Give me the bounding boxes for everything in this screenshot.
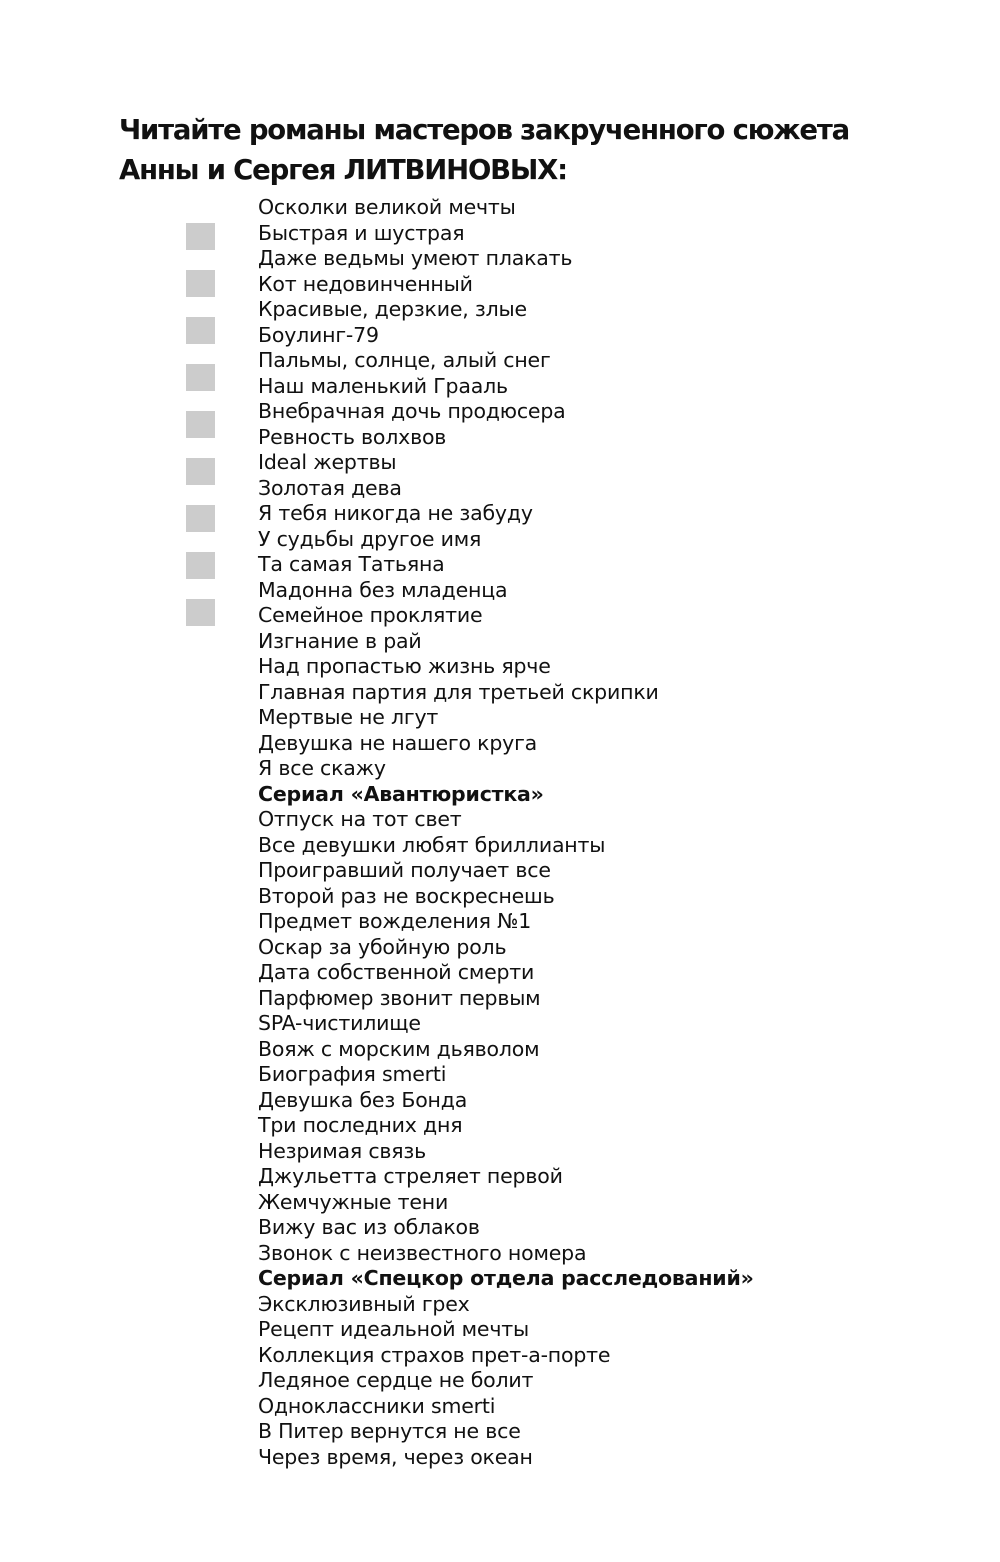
book-title: Семейное проклятие [258, 603, 483, 627]
book-title: Та самая Татьяна [258, 552, 445, 576]
book-title: Рецепт идеальной мечты [258, 1317, 529, 1341]
book-title: Быстрая и шустрая [258, 220, 465, 245]
page-heading [119, 110, 849, 190]
book-title: Изгнание в рай [258, 628, 422, 653]
book-title: Девушка не нашего круга [258, 730, 538, 755]
book-title: Предмет вожделения №1 [258, 909, 532, 933]
book-title: Пальмы, солнце, алый снег [258, 348, 551, 372]
book-title: Второй раз не воскреснешь [258, 883, 555, 908]
book-title: Джульетта стреляет первой [258, 1164, 563, 1188]
book-title: Коллекция страхов прет-а-порте [258, 1342, 611, 1367]
book-title: Ревность волхвов [258, 424, 447, 449]
book-title: Над пропастью жизнь ярче [258, 654, 551, 678]
book-title: Жемчужные тени [258, 1189, 449, 1214]
book-title: Биография smerti [258, 1062, 447, 1086]
grey-square-decoration [186, 599, 215, 626]
grey-square-decoration [186, 270, 215, 297]
book-title: Дата собственной смерти [258, 960, 535, 984]
book-title: Вижу вас из облаков [258, 1215, 480, 1239]
book-title: Эксклюзивный грех [258, 1291, 470, 1316]
book-title: У судьбы другое имя [258, 526, 482, 551]
book-title: SPA-чистилище [258, 1011, 421, 1035]
book-title: Золотая дева [258, 475, 402, 500]
series-heading: Сериал «Авантюристка» [258, 781, 544, 806]
heading-line-2: Анны и Сергея ЛИТВИНОВЫХ: [119, 154, 567, 186]
book-title: Ideal жертвы [258, 450, 397, 474]
book-title: Оскар за убойную роль [258, 934, 507, 959]
grey-square-decoration [186, 505, 215, 532]
book-title-list [258, 195, 754, 1470]
decorative-squares [186, 223, 215, 646]
book-title: Боулинг-79 [258, 322, 379, 347]
heading-line-1: Читайте романы мастеров закрученного сюжета [119, 114, 849, 146]
book-title: Три последних дня [258, 1113, 463, 1137]
grey-square-decoration [186, 458, 215, 485]
book-title: Через время, через океан [258, 1444, 533, 1469]
book-title: Я тебя никогда не забуду [258, 501, 533, 525]
grey-square-decoration [186, 223, 215, 250]
book-title: Кот недовинченный [258, 271, 473, 296]
book-title: Парфюмер звонит первым [258, 985, 541, 1010]
book-title: В Питер вернутся не все [258, 1419, 521, 1443]
series-heading: Сериал «Спецкор отдела расследований» [258, 1266, 754, 1290]
book-title: Ледяное сердце не болит [258, 1368, 534, 1392]
grey-square-decoration [186, 411, 215, 438]
grey-square-decoration [186, 552, 215, 579]
book-title: Красивые, дерзкие, злые [258, 297, 527, 321]
book-title: Главная партия для третьей скрипки [258, 679, 659, 704]
book-title: Осколки великой мечты [258, 195, 516, 219]
grey-square-decoration [186, 364, 215, 391]
grey-square-decoration [186, 317, 215, 344]
book-title: Проигравший получает все [258, 858, 551, 882]
book-title: Я все скажу [258, 756, 386, 780]
book-title: Незримая связь [258, 1138, 427, 1163]
book-title: Мадонна без младенца [258, 577, 508, 602]
book-title: Отпуск на тот свет [258, 807, 462, 831]
book-title: Наш маленький Грааль [258, 373, 508, 398]
book-title: Одноклассники smerti [258, 1393, 496, 1418]
book-title: Звонок с неизвестного номера [258, 1240, 587, 1265]
book-title: Внебрачная дочь продюсера [258, 399, 566, 423]
book-title: Все девушки любят бриллианты [258, 832, 606, 857]
book-title: Мертвые не лгут [258, 705, 439, 729]
book-title: Даже ведьмы умеют плакать [258, 246, 573, 270]
book-title: Девушка без Бонда [258, 1087, 468, 1112]
book-title: Вояж с морским дьяволом [258, 1036, 540, 1061]
